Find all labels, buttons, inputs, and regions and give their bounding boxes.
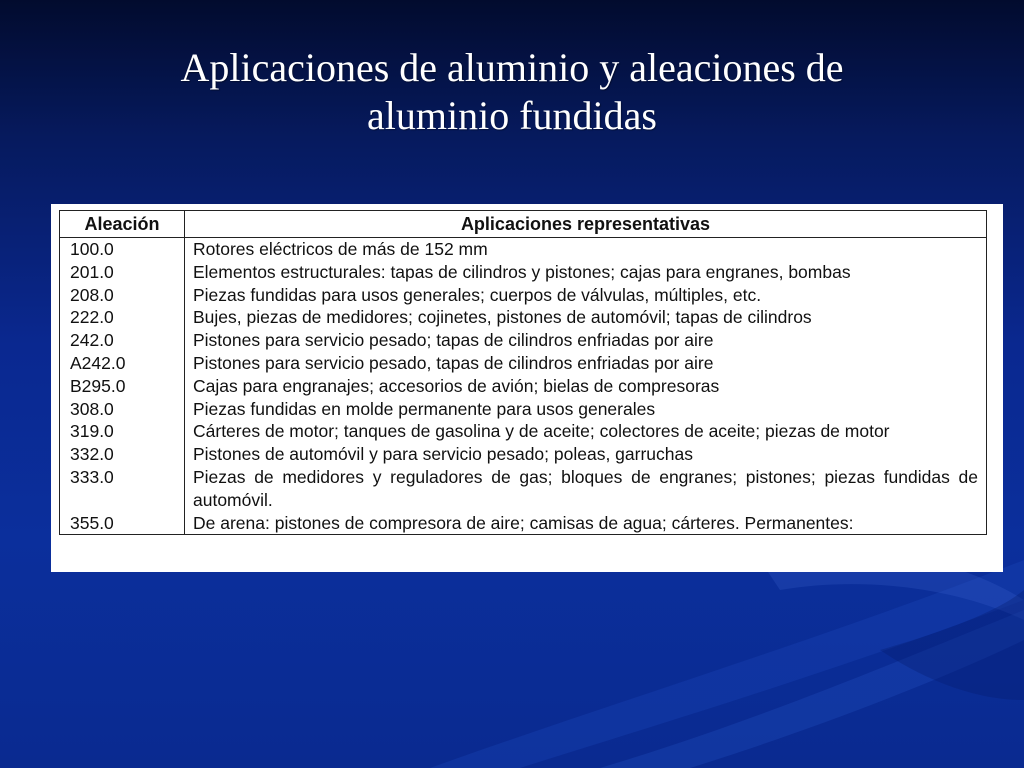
table-row [60, 512, 987, 535]
slide-title-line-1: Aplicaciones de aluminio y aleaciones de [180, 45, 844, 90]
header-alloy: Aleación [60, 211, 185, 238]
table-row [60, 306, 987, 329]
alloy-code: 201.0 [60, 261, 185, 284]
table-row [60, 398, 987, 421]
table-row [60, 420, 987, 443]
table-row [60, 375, 987, 398]
alloy-table-card [51, 204, 1003, 572]
table-header-row [60, 211, 987, 238]
table-row [60, 238, 987, 261]
table-row [60, 352, 987, 375]
alloy-application: Piezas fundidas en molde permanente para usos generales [185, 398, 987, 421]
alloy-application: Pistones de automóvil y para servicio pesado; poleas, garruchas [185, 443, 987, 466]
alloy-code: 208.0 [60, 284, 185, 307]
alloy-code: A242.0 [60, 352, 185, 375]
alloy-application: Pistones para servicio pesado; tapas de cilindros enfriadas por aire [185, 329, 987, 352]
alloy-application: De arena: pistones de compresora de aire; camisas de agua; cárteres. Permanentes: [185, 512, 987, 535]
alloy-code: 100.0 [60, 238, 185, 261]
table-row [60, 443, 987, 466]
alloy-code: 333.0 [60, 466, 185, 512]
alloy-code: 319.0 [60, 420, 185, 443]
alloy-code: B295.0 [60, 375, 185, 398]
alloy-application: Rotores eléctricos de más de 152 mm [185, 238, 987, 261]
slide-title-line-2: aluminio fundidas [367, 93, 657, 138]
alloy-application: Cajas para engranajes; accesorios de avión; bielas de compresoras [185, 375, 987, 398]
alloy-application: Cárteres de motor; tanques de gasolina y de aceite; colectores de aceite; piezas de motor [185, 420, 987, 443]
table-row [60, 261, 987, 284]
alloy-application: Piezas fundidas para usos generales; cuerpos de válvulas, múltiples, etc. [185, 284, 987, 307]
table-row [60, 329, 987, 352]
slide-title [60, 44, 964, 140]
table-row [60, 284, 987, 307]
table-row [60, 466, 987, 512]
alloy-code: 222.0 [60, 306, 185, 329]
alloy-application: Piezas de medidores y reguladores de gas; bloques de engranes; pistones; piezas fundidas de automóvil. [185, 466, 987, 512]
alloy-code: 308.0 [60, 398, 185, 421]
alloy-code: 332.0 [60, 443, 185, 466]
alloy-application: Pistones para servicio pesado, tapas de cilindros enfriadas por aire [185, 352, 987, 375]
alloy-applications-table [59, 210, 987, 535]
alloy-code: 242.0 [60, 329, 185, 352]
alloy-application: Bujes, piezas de medidores; cojinetes, pistones de automóvil; tapas de cilindros [185, 306, 987, 329]
alloy-application: Elementos estructurales: tapas de cilindros y pistones; cajas para engranes, bombas [185, 261, 987, 284]
header-applications: Aplicaciones representativas [185, 211, 987, 238]
alloy-code: 355.0 [60, 512, 185, 535]
